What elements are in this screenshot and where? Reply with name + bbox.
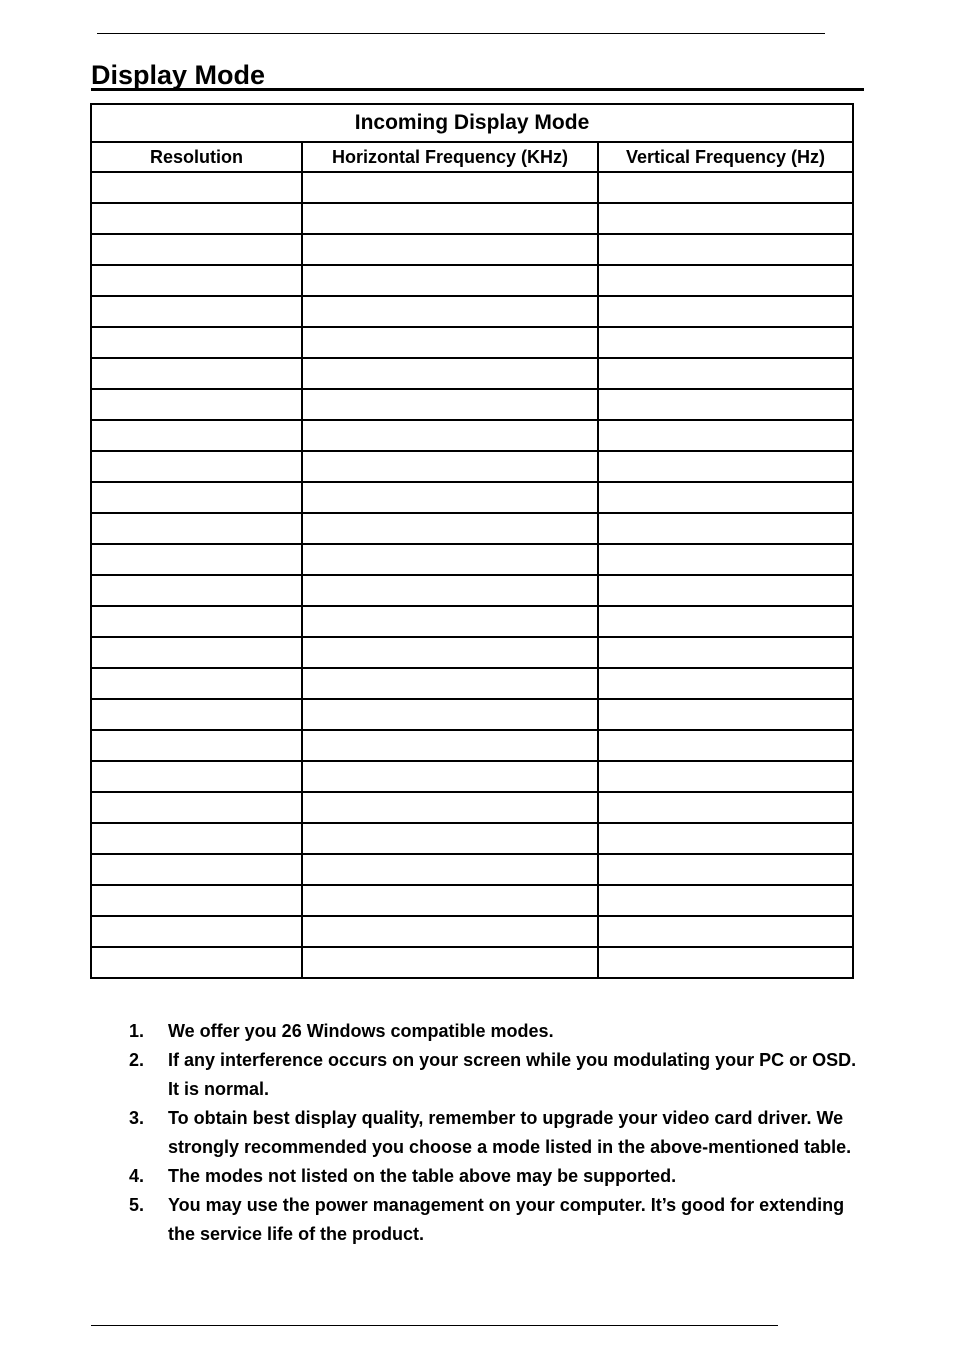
table-cell [598, 451, 853, 482]
table-row [91, 265, 853, 296]
table-cell [91, 668, 302, 699]
table-cell [91, 420, 302, 451]
table-cell [302, 482, 598, 513]
table-cell [598, 172, 853, 203]
table-row [91, 575, 853, 606]
note-item [129, 1162, 859, 1191]
table-cell [91, 761, 302, 792]
table-cell [91, 792, 302, 823]
table-cell [302, 699, 598, 730]
table-cell [598, 389, 853, 420]
table-cell [598, 730, 853, 761]
table-cell [302, 234, 598, 265]
table-row [91, 389, 853, 420]
table-cell [302, 327, 598, 358]
table-cell [91, 513, 302, 544]
table-cell [91, 916, 302, 947]
table-row [91, 885, 853, 916]
table-row [91, 482, 853, 513]
table-row [91, 854, 853, 885]
table-cell [598, 482, 853, 513]
column-header-horizontal-frequency: Horizontal Frequency (KHz) [302, 142, 598, 172]
table-row [91, 358, 853, 389]
table-cell [598, 420, 853, 451]
table-cell [302, 823, 598, 854]
note-item [129, 1046, 859, 1104]
table-cell [302, 544, 598, 575]
table-row [91, 637, 853, 668]
note-number: 3. [129, 1108, 145, 1128]
table-row [91, 916, 853, 947]
table-cell [91, 358, 302, 389]
notes-list [129, 1017, 859, 1249]
table-cell [302, 203, 598, 234]
table-cell [302, 947, 598, 978]
note-item [129, 1104, 859, 1162]
note-text: You may use the power management on your computer. It’s good for extending the service life of the product. [168, 1195, 845, 1244]
table-cell [598, 234, 853, 265]
table-cell [598, 854, 853, 885]
table-cell [598, 544, 853, 575]
table-cell [91, 637, 302, 668]
table-row [91, 203, 853, 234]
table-row [91, 234, 853, 265]
footer-rule [91, 1325, 778, 1326]
table-cell [91, 296, 302, 327]
table-cell [598, 637, 853, 668]
table-row [91, 792, 853, 823]
table-cell [302, 575, 598, 606]
table-cell [302, 358, 598, 389]
column-header-resolution: Resolution [91, 142, 302, 172]
note-text: The modes not listed on the table above may be supported. [168, 1166, 677, 1186]
table-cell [91, 265, 302, 296]
note-text: If any interference occurs on your screen while you modulating your PC or OSD. It is normal. [168, 1050, 857, 1099]
table-cell [598, 296, 853, 327]
table-row [91, 761, 853, 792]
table-row [91, 327, 853, 358]
table-cell [302, 451, 598, 482]
table-cell [598, 823, 853, 854]
table-cell [302, 265, 598, 296]
table-row [91, 544, 853, 575]
table-row [91, 668, 853, 699]
table-cell [598, 668, 853, 699]
table-cell [302, 389, 598, 420]
table-row [91, 823, 853, 854]
table-cell [302, 606, 598, 637]
table-cell [598, 513, 853, 544]
table-cell [91, 451, 302, 482]
table-row [91, 172, 853, 203]
table-cell [302, 854, 598, 885]
table-cell [302, 668, 598, 699]
table-cell [91, 172, 302, 203]
note-number: 1. [129, 1021, 145, 1041]
table-row [91, 451, 853, 482]
table-row [91, 699, 853, 730]
table-cell [598, 327, 853, 358]
title-underline [91, 56, 864, 91]
table-caption: Incoming Display Mode [91, 104, 853, 142]
table-cell [598, 575, 853, 606]
page-title: Display Mode [91, 60, 266, 90]
table-cell [91, 389, 302, 420]
table-cell [598, 947, 853, 978]
table-row [91, 513, 853, 544]
table-cell [598, 699, 853, 730]
table-row [91, 730, 853, 761]
table-cell [598, 792, 853, 823]
table-cell [91, 730, 302, 761]
table-cell [91, 575, 302, 606]
table-cell [302, 916, 598, 947]
table-cell [91, 947, 302, 978]
display-mode-table [90, 103, 854, 979]
note-item [129, 1017, 859, 1046]
note-number: 5. [129, 1195, 145, 1215]
table-row [91, 606, 853, 637]
table-cell [91, 203, 302, 234]
table-cell [302, 513, 598, 544]
column-header-vertical-frequency: Vertical Frequency (Hz) [598, 142, 853, 172]
note-number: 4. [129, 1166, 145, 1186]
table-cell [302, 885, 598, 916]
table-cell [598, 606, 853, 637]
note-item [129, 1191, 859, 1249]
table-row [91, 296, 853, 327]
table-cell [598, 203, 853, 234]
table-row [91, 420, 853, 451]
note-text: To obtain best display quality, remember to upgrade your video card driver. We strongly recommended you choose a mode listed in the above-mentioned table. [168, 1108, 852, 1157]
table-cell [302, 420, 598, 451]
note-text: We offer you 26 Windows compatible modes. [168, 1021, 554, 1041]
table-cell [91, 854, 302, 885]
table-cell [91, 482, 302, 513]
header-rule [97, 33, 825, 34]
table-cell [302, 296, 598, 327]
table-cell [91, 327, 302, 358]
table-cell [302, 730, 598, 761]
table-cell [598, 916, 853, 947]
table-cell [598, 358, 853, 389]
table-cell [91, 234, 302, 265]
table-cell [302, 172, 598, 203]
table-cell [91, 699, 302, 730]
table-cell [91, 823, 302, 854]
table-cell [302, 792, 598, 823]
table-body [91, 172, 853, 978]
table-cell [302, 761, 598, 792]
table-cell [598, 265, 853, 296]
table-cell [302, 637, 598, 668]
table-row [91, 947, 853, 978]
table-cell [91, 606, 302, 637]
table-cell [91, 885, 302, 916]
table-cell [91, 544, 302, 575]
table-cell [598, 885, 853, 916]
note-number: 2. [129, 1050, 145, 1070]
table-cell [598, 761, 853, 792]
